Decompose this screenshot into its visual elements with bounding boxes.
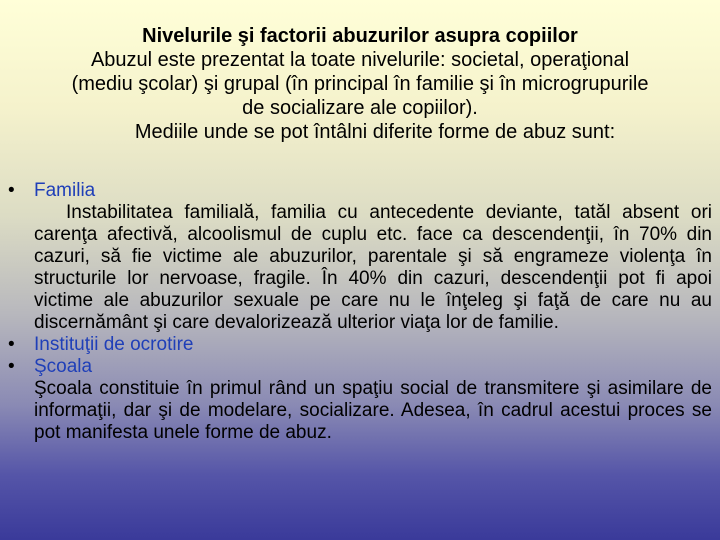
bullet-icon: • — [8, 180, 15, 201]
list-item-institutii — [8, 334, 712, 356]
item-label-institutii: Instituţii de ocrotire — [34, 334, 194, 355]
intro-line-1: Abuzul este prezentat la toate nivelurile: societal, operaţional — [90, 49, 630, 71]
environments-list — [8, 180, 712, 444]
bullet-icon: • — [8, 356, 15, 377]
bullet-icon: • — [8, 334, 15, 355]
item-label-scoala: Şcoala — [34, 356, 93, 377]
intro-line-4: Mediile unde se pot întâlni diferite forme de abuz sunt: — [134, 121, 616, 143]
intro-line-3: de socializare ale copiilor). — [242, 97, 478, 119]
list-item-scoala — [8, 356, 712, 444]
item-text-scoala: Şcoala constituie în primul rând un spaţiu social de transmitere şi asimilare de informaţii, dar şi de modelare, socializare. Adesea, în cadrul acestui proces se pot manifesta unele forme de abuz. — [34, 378, 712, 443]
item-label-familia: Familia — [34, 180, 96, 201]
item-text-familia: Instabilitatea familială, familia cu antecedente deviante, tatăl absent ori carenţa afectivă, alcoolismul de cuplu etc. face ca descendenţii, în 70% din cazuri, să fie victime ale abuzurilor, parentale şi să engrameze violenţa în structurile lor nervoase, fragile. În 40% din cazuri, descendenţii pot fi apoi victime ale abuzurilor sexuale pe care nu le înţeleg şi faţă de care nu au discernământ şi care devalorizează ulterior viaţa lor de familie. — [34, 202, 712, 333]
slide-title: Nivelurile şi factorii abuzurilor asupra copiilor — [142, 25, 578, 47]
list-item-familia — [8, 180, 712, 334]
slide-header — [0, 24, 720, 144]
intro-line-2: (mediu şcolar) şi grupal (în principal în familie şi în microgrupurile — [71, 73, 649, 95]
